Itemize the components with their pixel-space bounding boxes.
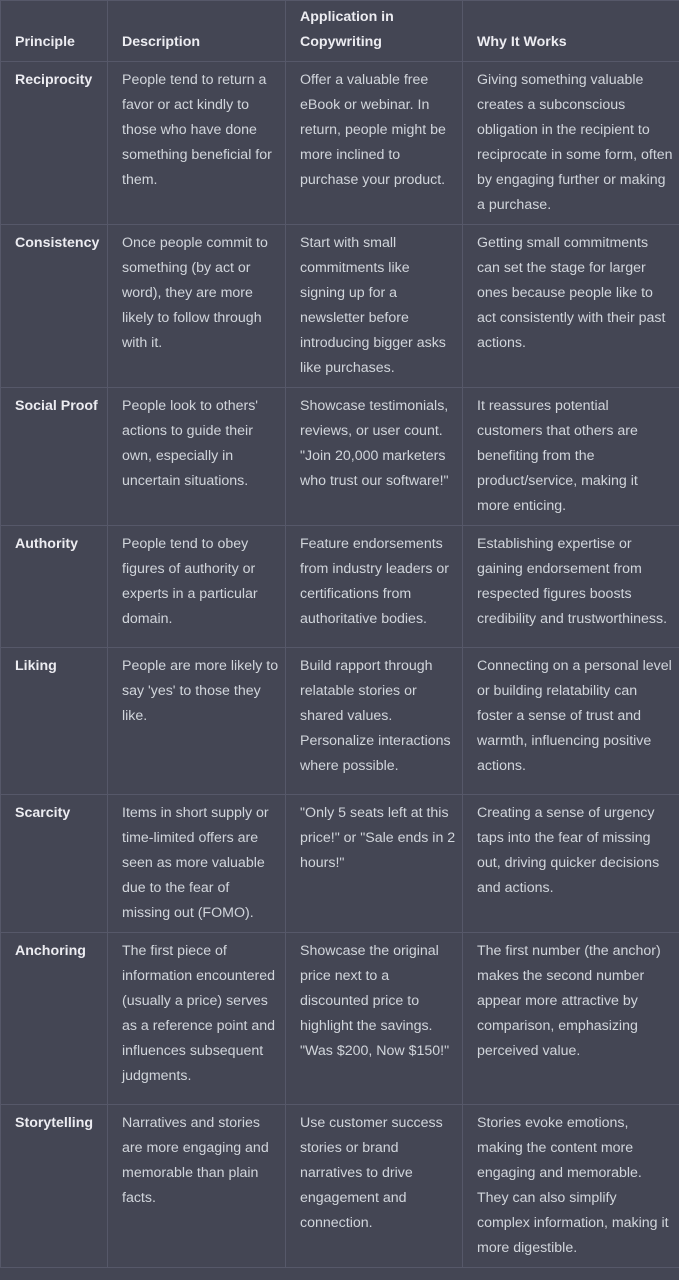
cell-description: Once people commit to something (by act or word), they are more likely to follow through with it. — [108, 225, 286, 388]
table-row — [1, 388, 679, 526]
table-row — [1, 526, 679, 648]
cell-principle: Storytelling — [1, 1105, 108, 1268]
cell-application: Showcase testimonials, reviews, or user count. "Join 20,000 marketers who trust our software!" — [286, 388, 463, 526]
table-row — [1, 1105, 679, 1268]
header-why: Why It Works — [463, 1, 679, 62]
table-row — [1, 225, 679, 388]
cell-why: Giving something valuable creates a subconscious obligation in the recipient to reciprocate in some form, often by engaging further or making a purchase. — [463, 62, 679, 225]
cell-application: "Only 5 seats left at this price!" or "Sale ends in 2 hours!" — [286, 795, 463, 933]
cell-description: Narratives and stories are more engaging and memorable than plain facts. — [108, 1105, 286, 1268]
cell-description: People look to others' actions to guide their own, especially in uncertain situations. — [108, 388, 286, 526]
cell-description: The first piece of information encountered (usually a price) serves as a reference point and influences subsequent judgments. — [108, 933, 286, 1105]
cell-why: Getting small commitments can set the stage for larger ones because people like to act consistently with their past actions. — [463, 225, 679, 388]
cell-principle: Social Proof — [1, 388, 108, 526]
cell-application: Start with small commitments like signing up for a newsletter before introducing bigger asks like purchases. — [286, 225, 463, 388]
cell-application: Showcase the original price next to a discounted price to highlight the savings. "Was $200, Now $150!" — [286, 933, 463, 1105]
cell-application: Build rapport through relatable stories or shared values. Personalize interactions where possible. — [286, 648, 463, 795]
cell-principle: Consistency — [1, 225, 108, 388]
cell-why: It reassures potential customers that others are benefiting from the product/service, making it more enticing. — [463, 388, 679, 526]
cell-description: People are more likely to say 'yes' to those they like. — [108, 648, 286, 795]
cell-application: Use customer success stories or brand narratives to drive engagement and connection. — [286, 1105, 463, 1268]
cell-principle: Authority — [1, 526, 108, 648]
cell-application: Feature endorsements from industry leaders or certifications from authoritative bodies. — [286, 526, 463, 648]
cell-principle: Scarcity — [1, 795, 108, 933]
cell-why: Establishing expertise or gaining endorsement from respected figures boosts credibility and trustworthiness. — [463, 526, 679, 648]
header-row — [1, 1, 679, 62]
table-row — [1, 933, 679, 1105]
cell-principle: Liking — [1, 648, 108, 795]
header-application: Application in Copywriting — [286, 1, 463, 62]
header-principle: Principle — [1, 1, 108, 62]
cell-description: People tend to return a favor or act kindly to those who have done something beneficial for them. — [108, 62, 286, 225]
cell-why: Stories evoke emotions, making the content more engaging and memorable. They can also simplify complex information, making it more digestible. — [463, 1105, 679, 1268]
cell-principle: Anchoring — [1, 933, 108, 1105]
header-description: Description — [108, 1, 286, 62]
table-row — [1, 648, 679, 795]
cell-why: Connecting on a personal level or building relatability can foster a sense of trust and warmth, influencing positive actions. — [463, 648, 679, 795]
cell-description: Items in short supply or time-limited offers are seen as more valuable due to the fear of missing out (FOMO). — [108, 795, 286, 933]
table-row — [1, 62, 679, 225]
table-row — [1, 795, 679, 933]
cell-why: The first number (the anchor) makes the second number appear more attractive by comparison, emphasizing perceived value. — [463, 933, 679, 1105]
cell-description: People tend to obey figures of authority or experts in a particular domain. — [108, 526, 286, 648]
cell-why: Creating a sense of urgency taps into the fear of missing out, driving quicker decisions and actions. — [463, 795, 679, 933]
cell-principle: Reciprocity — [1, 62, 108, 225]
cell-application: Offer a valuable free eBook or webinar. In return, people might be more inclined to purchase your product. — [286, 62, 463, 225]
